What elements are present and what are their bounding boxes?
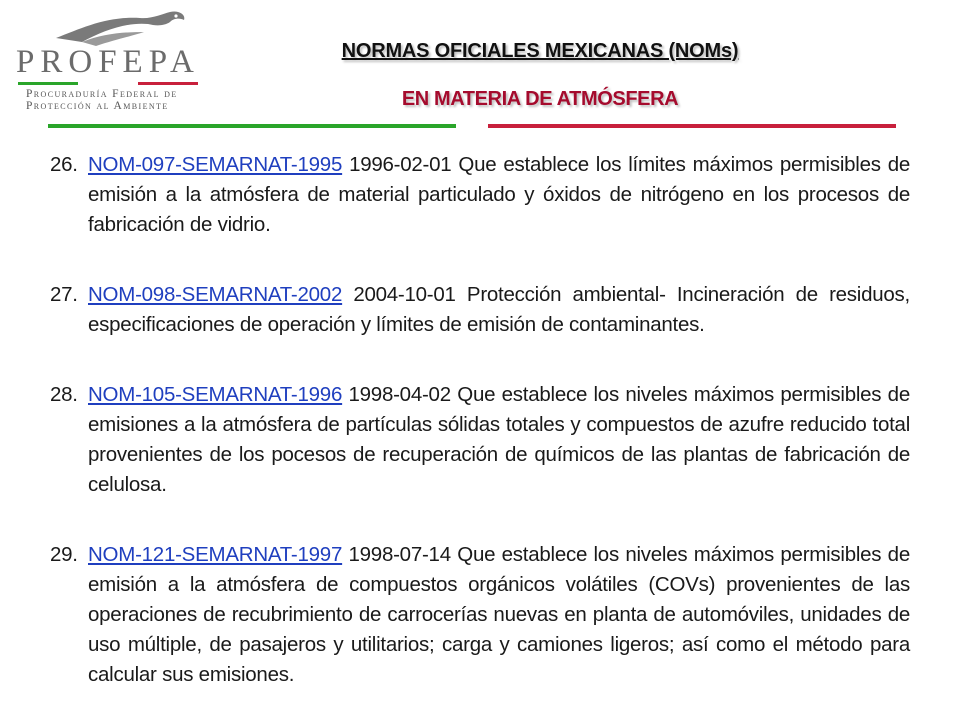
list-item [46, 280, 910, 340]
nom-link[interactable]: NOM-097-SEMARNAT-1995 [88, 153, 343, 176]
logo-tricolor-stripe [18, 82, 198, 85]
logo-wordmark: PROFEPA [16, 44, 200, 80]
page-title: NORMAS OFICIALES MEXICANAS (NOMs) [341, 40, 739, 62]
divider-green [48, 124, 456, 128]
item-date: 1998-07-14 [348, 543, 451, 566]
item-number: 28. [50, 383, 78, 406]
item-number: 26. [50, 153, 78, 176]
nom-link[interactable]: NOM-121-SEMARNAT-1997 [88, 543, 343, 566]
logo-tagline-1: Procuraduría Federal de [26, 88, 178, 100]
item-date: 1996-02-01 [349, 153, 452, 176]
item-description: Protección ambiental- Incineración de residuos, especificaciones de operación y límites de emisión de contaminantes. [88, 283, 911, 336]
item-number: 29. [50, 543, 78, 566]
item-date: 1998-04-02 [348, 383, 451, 406]
nom-link[interactable]: NOM-098-SEMARNAT-2002 [88, 283, 343, 306]
page-subtitle: EN MATERIA DE ATMÓSFERA [401, 88, 679, 110]
item-description: Que establece los niveles máximos permisibles de emisiones a la atmósfera de partículas sólidas totales y compuestos de azufre reducido total provenientes de los pocesos de recuperación de químicos de las plantas de fabricación de celulosa. [88, 383, 910, 496]
divider-red [488, 124, 896, 128]
eagle-icon [52, 8, 192, 48]
list-item [46, 150, 910, 240]
item-description: Que establece los límites máximos permisibles de emisión a la atmósfera de material particulado y óxidos de nitrógeno en los procesos de fabricación de vidrio. [88, 153, 910, 236]
nom-list [46, 150, 910, 690]
nom-link[interactable]: NOM-105-SEMARNAT-1996 [88, 383, 343, 406]
list-item [46, 380, 910, 500]
item-number: 27. [50, 283, 78, 306]
item-date: 2004-10-01 [353, 283, 456, 306]
item-description: Que establece los niveles máximos permisibles de emisión a la atmósfera de compuestos orgánicos volátiles (COVs) provenientes de las operaciones de recubrimiento de carrocerías nuevas en planta de automóviles, unidades de uso múltiple, de pasajeros y utilitarios; carga y camiones ligeros; así como el método para calcular sus emisiones. [88, 543, 910, 686]
logo-tagline-2: Protección al Ambiente [26, 100, 169, 112]
profepa-logo [12, 8, 212, 112]
list-item [46, 540, 910, 690]
